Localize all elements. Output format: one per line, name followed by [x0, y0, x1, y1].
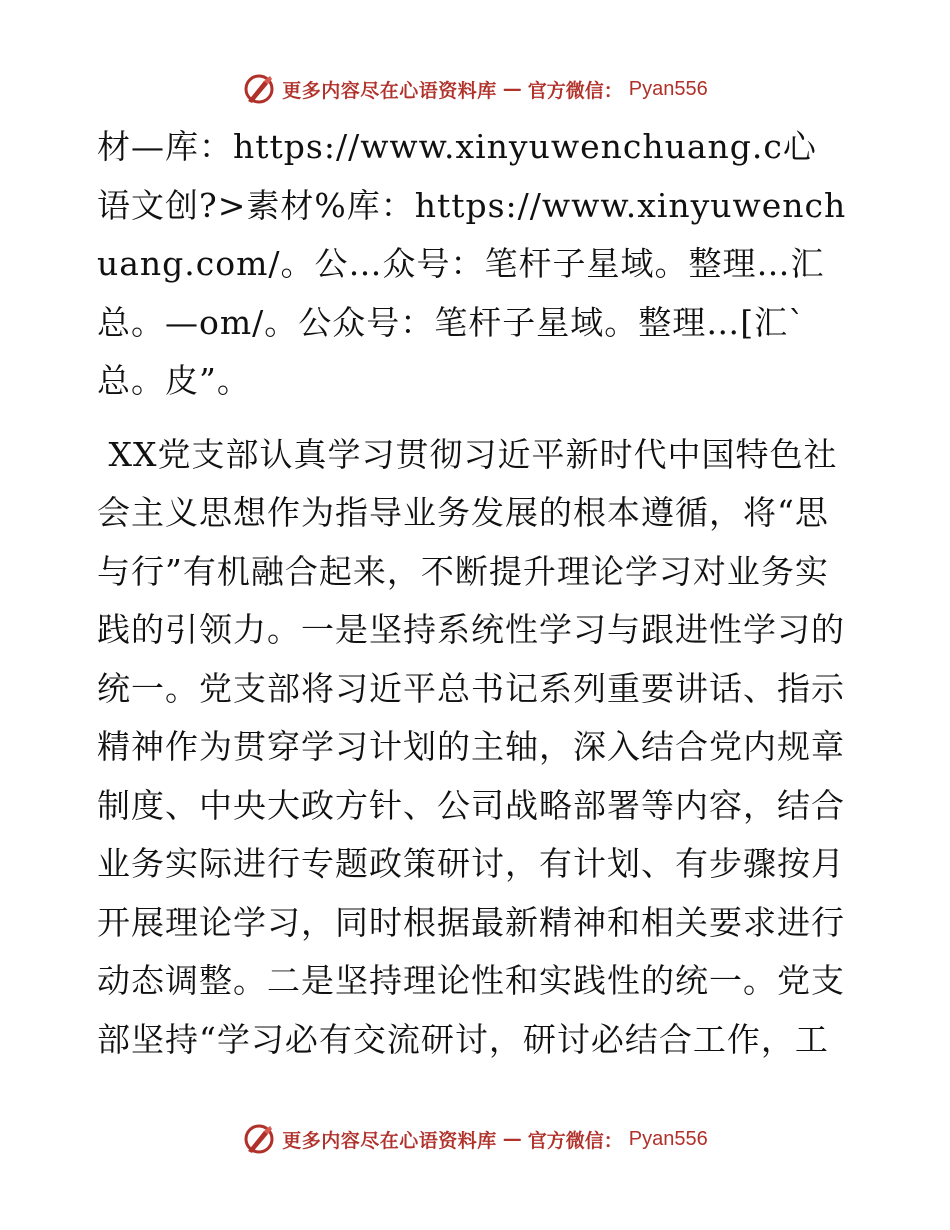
document-body — [97, 118, 849, 1069]
banner-wechat-label: 官方微信： — [527, 1129, 623, 1152]
pen-logo-icon — [242, 72, 276, 106]
footer-banner — [0, 1122, 950, 1156]
banner-separator: — — [502, 78, 522, 100]
pen-logo-icon — [242, 1122, 276, 1156]
banner-wechat-handle: Pyan556 — [628, 77, 708, 100]
paragraph-main: XX党支部认真学习贯彻习近平新时代中国特色社会主义思想作为指导业务发展的根本遵循，将“思与行”有机融合起来，不断提升理论学习对业务实践的引领力。一是坚持系统性学习与跟进性学习的统一。党支部将习近平总书记系列重要讲话、指示精神作为贯穿学习计划的主轴，深入结合党内规章制度、中央大政方针、公司战略部署等内容，结合业务实际进行专题政策研讨，有计划、有步骤按月开展理论学习，同时根据最新精神和相关要求进行动态调整。二是坚持理论性和实践性的统一。党支部坚持“学习必有交流研讨，研讨必结合工作，工 — [97, 434, 845, 1059]
banner-slogan: 更多内容尽在心语资料库 — [282, 1129, 497, 1152]
banner-wechat-handle: Pyan556 — [628, 1127, 708, 1150]
banner-wechat-label: 官方微信： — [527, 79, 623, 102]
banner-separator: — — [502, 1128, 522, 1150]
paragraph-source-note: 材—库：https://www.xinyuwenchuang.c心语文创?>素材%库：https://www.xinyuwenchuang.com/。公…众号：笔杆子星域。整理…汇总。—om/。公众号：笔杆子星域。整理…[汇`总。皮”。 — [97, 127, 847, 400]
header-banner — [0, 72, 950, 106]
banner-slogan: 更多内容尽在心语资料库 — [282, 79, 497, 102]
